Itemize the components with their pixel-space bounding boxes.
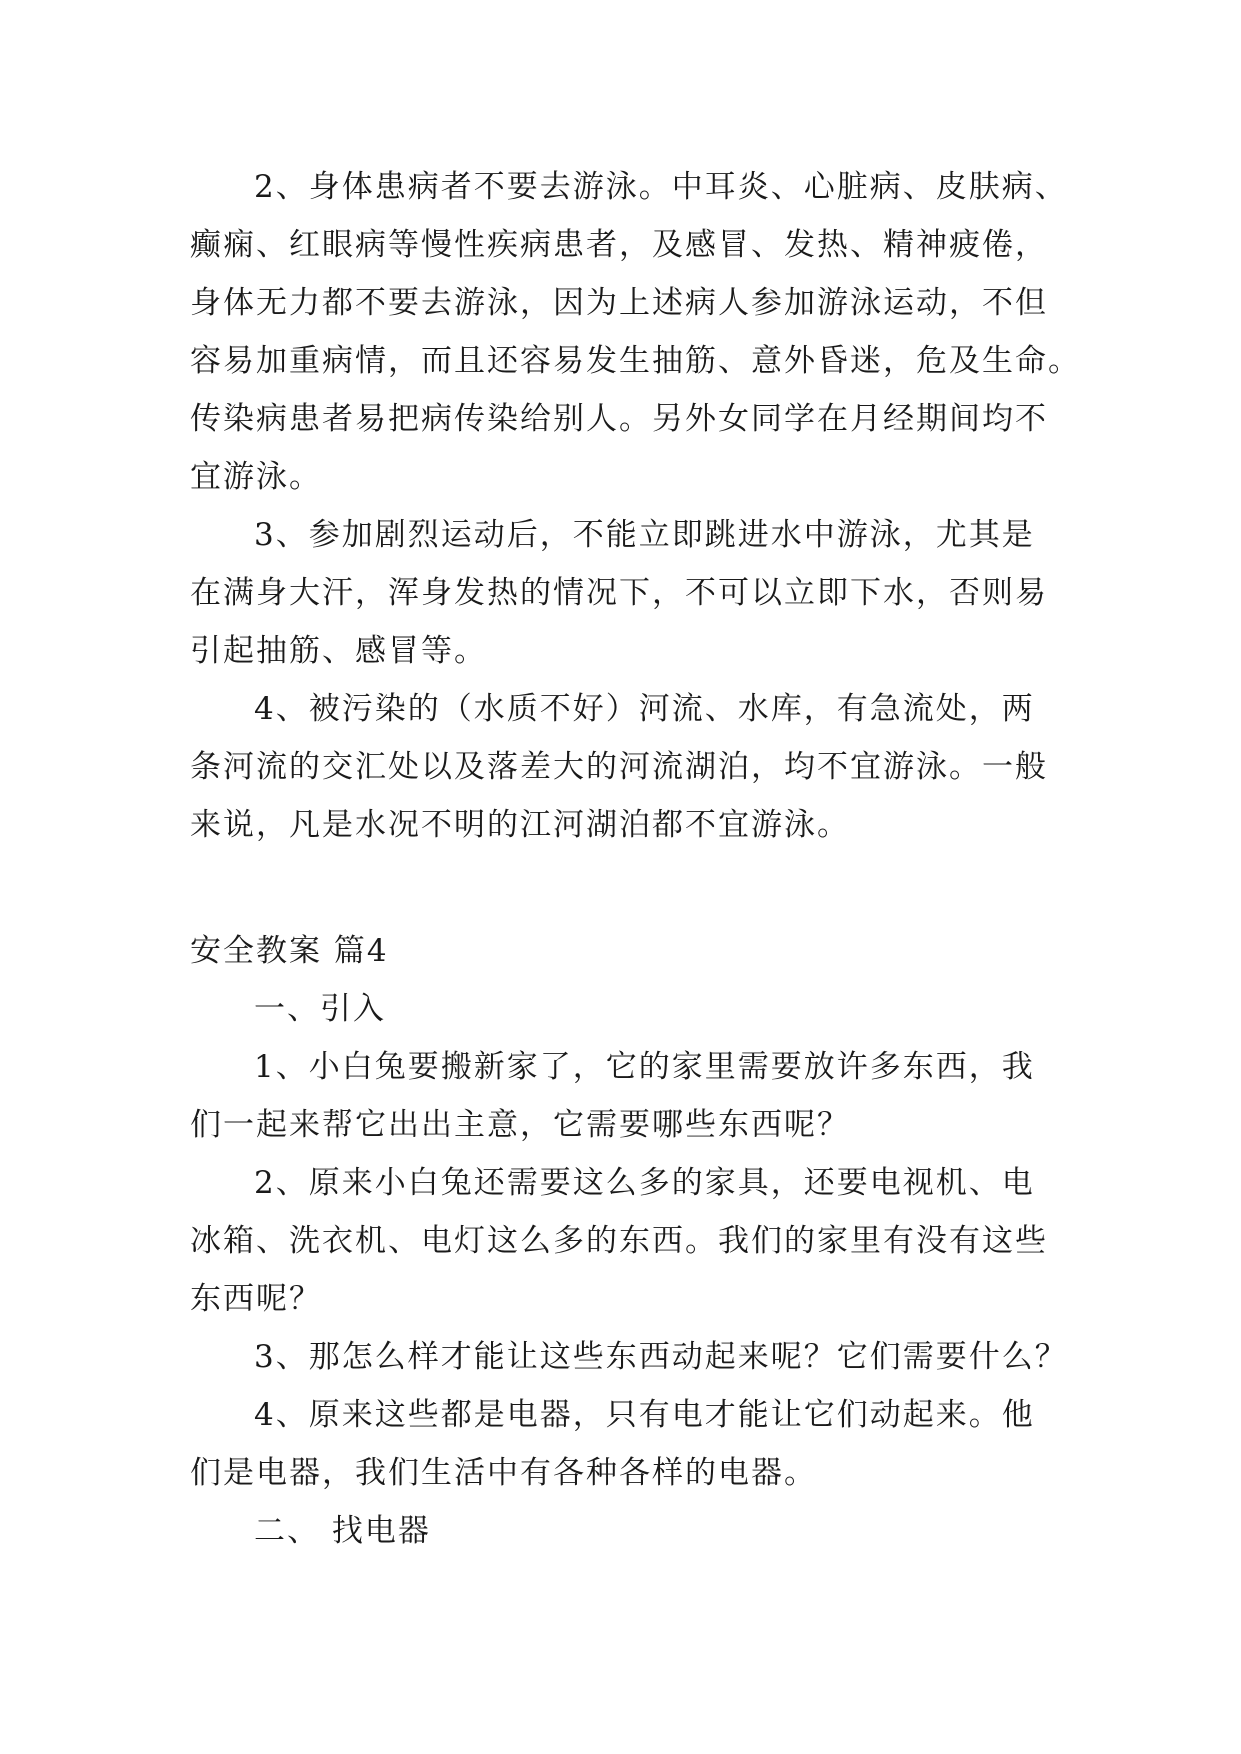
item-3 bbox=[190, 1328, 1070, 1386]
section-gap bbox=[190, 854, 1070, 922]
text-line: 来说，凡是水况不明的江河湖泊都不宜游泳。 bbox=[190, 807, 850, 843]
paragraph-2 bbox=[190, 158, 1081, 506]
item-1 bbox=[190, 1038, 1070, 1154]
text-line: 癫痫、红眼病等慢性疾病患者，及感冒、发热、精神疲倦， bbox=[190, 227, 1048, 263]
text-line: 冰箱、洗衣机、电灯这么多的东西。我们的家里有没有这些 bbox=[190, 1223, 1048, 1259]
text-line: 引起抽筋、感冒等。 bbox=[190, 633, 487, 669]
text-line: 传染病患者易把病传染给别人。另外女同学在月经期间均不 bbox=[190, 401, 1048, 437]
text-line: 在满身大汗，浑身发热的情况下，不可以立即下水，否则易 bbox=[190, 575, 1048, 611]
text-line: 东西呢？ bbox=[190, 1281, 322, 1317]
item-2 bbox=[190, 1154, 1070, 1328]
text-line: 2、原来小白兔还需要这么多的家具，还要电视机、电 bbox=[254, 1165, 1035, 1201]
text-line: 条河流的交汇处以及落差大的河流湖泊，均不宜游泳。一般 bbox=[190, 749, 1048, 785]
text-line: 身体无力都不要去游泳，因为上述病人参加游泳运动，不但 bbox=[190, 285, 1048, 321]
text-line: 们是电器，我们生活中有各种各样的电器。 bbox=[190, 1455, 817, 1491]
text-line: 宜游泳。 bbox=[190, 459, 322, 495]
section-title: 安全教案 篇4 bbox=[190, 933, 389, 969]
item-4 bbox=[190, 1386, 1070, 1502]
paragraph-3 bbox=[190, 506, 1070, 680]
document-page bbox=[190, 158, 1081, 1560]
text-line: 4、被污染的（水质不好）河流、水库，有急流处，两 bbox=[254, 691, 1035, 727]
text-line: 4、原来这些都是电器，只有电才能让它们动起来。他 bbox=[254, 1397, 1035, 1433]
text-line: 3、参加剧烈运动后，不能立即跳进水中游泳，尤其是 bbox=[254, 517, 1035, 553]
find-heading: 二、 找电器 bbox=[254, 1513, 431, 1549]
text-line: 们一起来帮它出出主意，它需要哪些东西呢？ bbox=[190, 1107, 850, 1143]
intro-heading: 一、引入 bbox=[254, 991, 386, 1027]
text-line: 1、小白兔要搬新家了，它的家里需要放许多东西，我 bbox=[254, 1049, 1035, 1085]
text-line: 2、身体患病者不要去游泳。中耳炎、心脏病、皮肤病、 bbox=[254, 169, 1068, 205]
paragraph-4 bbox=[190, 680, 1070, 854]
text-line: 3、那怎么样才能让这些东西动起来呢？它们需要什么？ bbox=[254, 1339, 1068, 1375]
text-line: 容易加重病情，而且还容易发生抽筋、意外昏迷，危及生命。 bbox=[190, 343, 1081, 379]
